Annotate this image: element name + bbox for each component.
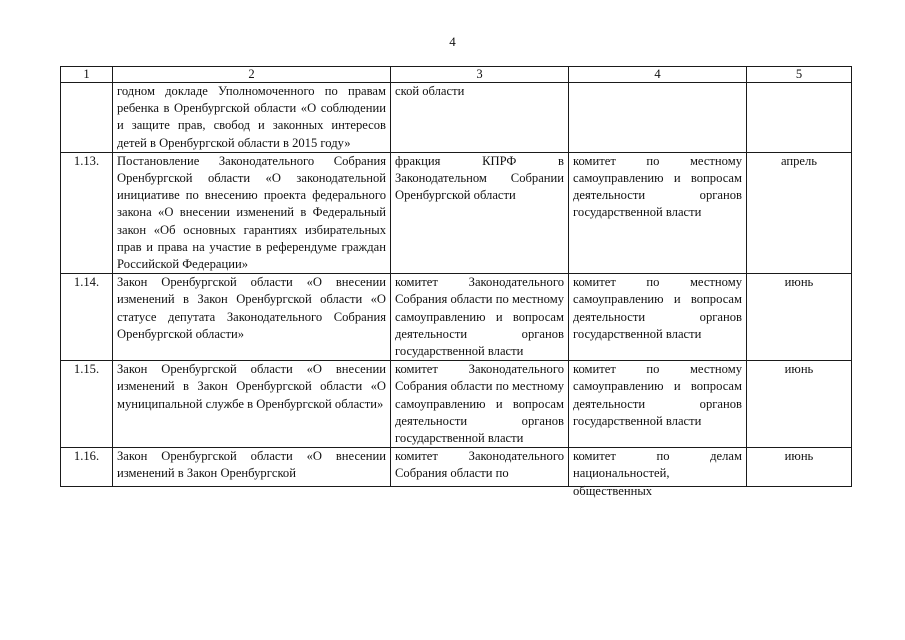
row-number: 1.14. [61,274,113,361]
row-number-text: 1.16. [73,449,100,464]
table-row [61,448,852,487]
initiator-text: комитет Законодательного Собрания области по [395,449,564,481]
column-header: 5 [747,67,852,83]
term-cell [747,83,852,153]
document-title-cell: Закон Оренбургской области «О внесении изменений в Закон Оренбургской области «О статусе депутата Законодательного Собрания Оренбургской области» [113,274,391,361]
responsible-text: комитет по делам национальностей, общественных [573,449,742,498]
document-title-cell: Постановление Законодательного Собрания Оренбургской области «О законодательной инициативе по внесению проекта федерального закона «О внесении изменений в Федеральный закон «Об основных гарантиях избирательных прав и права на участие в референдуме граждан Российской Федерации» [113,152,391,273]
document-title-text: Закон Оренбургской области «О внесении изменений в Закон Оренбургской [117,449,386,481]
column-header: 3 [391,67,569,83]
header-row [61,67,852,83]
term-cell [747,448,852,487]
column-header: 1 [61,67,113,83]
initiator-cell: комитет Законодательного Собрания области по местному самоуправлению и вопросам деятельности органов государственной власти [391,274,569,361]
initiator-cell: комитет Законодательного Собрания области по местному самоуправлению и вопросам деятельности органов государственной власти [391,361,569,448]
document-title-cell: годном докладе Уполномоченного по правам ребенка в Оренбургской области «О соблюдении и защите прав, свобод и законных интересов детей в Оренбургской области в 2015 году» [113,83,391,153]
initiator-cell: ской области [391,83,569,153]
table-row [61,152,852,273]
page-number: 4 [449,34,456,49]
document-title-cell [113,448,391,487]
responsible-cell: комитет по местному самоуправлению и вопросам деятельности органов государственной власти [569,152,747,273]
work-plan-table [60,66,852,498]
term-cell: июнь [747,274,852,361]
table-row [61,83,852,153]
document-title-cell: Закон Оренбургской области «О внесении изменений в Закон Оренбургской области «О муниципальной службе в Оренбургской области» [113,361,391,448]
term-cell: апрель [747,152,852,273]
row-number [61,83,113,153]
table-row [61,274,852,361]
initiator-cell: фракция КПРФ в Законодательном Собрании Оренбургской области [391,152,569,273]
column-header: 2 [113,67,391,83]
column-header: 4 [569,67,747,83]
row-number [61,448,113,487]
initiator-cell [391,448,569,487]
responsible-cell [569,83,747,153]
row-number: 1.15. [61,361,113,448]
term-text: июнь [784,449,814,464]
responsible-cell [569,448,747,498]
table-row [61,361,852,448]
term-cell: июнь [747,361,852,448]
row-number: 1.13. [61,152,113,273]
responsible-cell: комитет по местному самоуправлению и вопросам деятельности органов государственной власти [569,361,747,448]
responsible-cell: комитет по местному самоуправлению и вопросам деятельности органов государственной власти [569,274,747,361]
